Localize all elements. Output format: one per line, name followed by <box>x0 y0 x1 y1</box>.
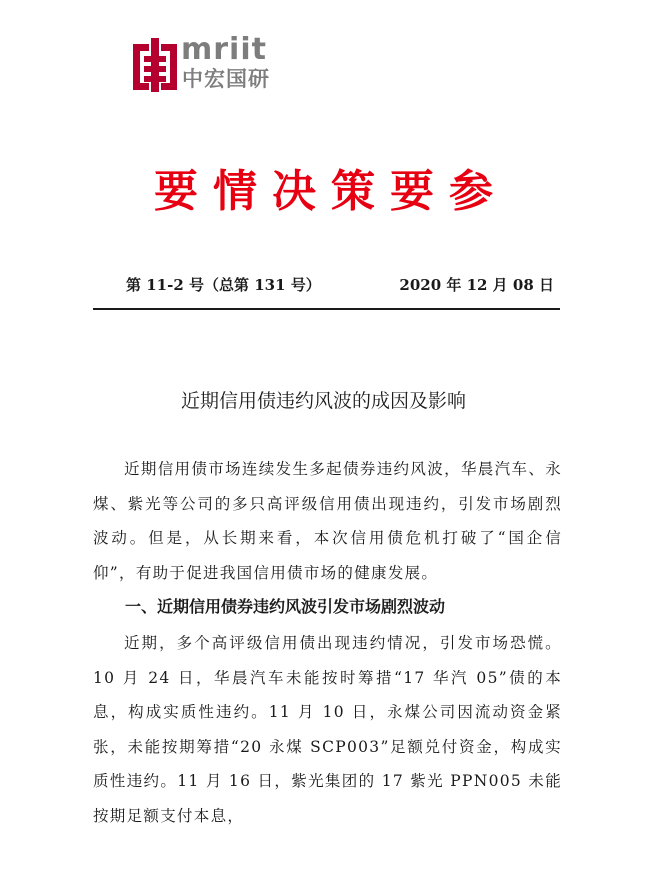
issue-info-bar <box>93 270 560 310</box>
issue-date: 2020 年 12 月 08 日 <box>399 276 554 294</box>
publication-masthead: 要情决策要参 <box>154 166 508 217</box>
issue-number: 第 11-2 号（总第 131 号） <box>126 276 321 294</box>
logo-chinese-text: 中宏国研 <box>182 67 270 91</box>
mriit-logo-mark-icon <box>133 38 177 92</box>
mriit-logo <box>133 32 273 94</box>
section-heading: 一、近期信用债券违约风波引发市场剧烈波动 <box>125 597 446 616</box>
section-paragraph: 近期，多个高评级信用债出现违约情况，引发市场恐慌。10 月 24 日，华晨汽车未能按时筹措“17 华汽 05”债的本息，构成实质性违约。11 月 10 日，永煤公司因流动资金紧张，未能按期筹措“20 永煤 SCP003”足额兑付资金，构成实质性违约。11 月 16 日，紫光集团的 17 紫光 PPN005 未能按期足额支付本息， <box>93 634 562 825</box>
intro-paragraph: 近期信用债市场连续发生多起债券违约风波，华晨汽车、永煤、紫光等公司的多只高评级信用债出现违约，引发市场剧烈波动。但是，从长期来看，本次信用债危机打破了“国企信仰”，有助于促进我国信用债市场的健康发展。 <box>93 460 562 582</box>
logo-english-text: mriit <box>181 32 267 67</box>
article-title: 近期信用债违约风波的成因及影响 <box>180 390 466 412</box>
